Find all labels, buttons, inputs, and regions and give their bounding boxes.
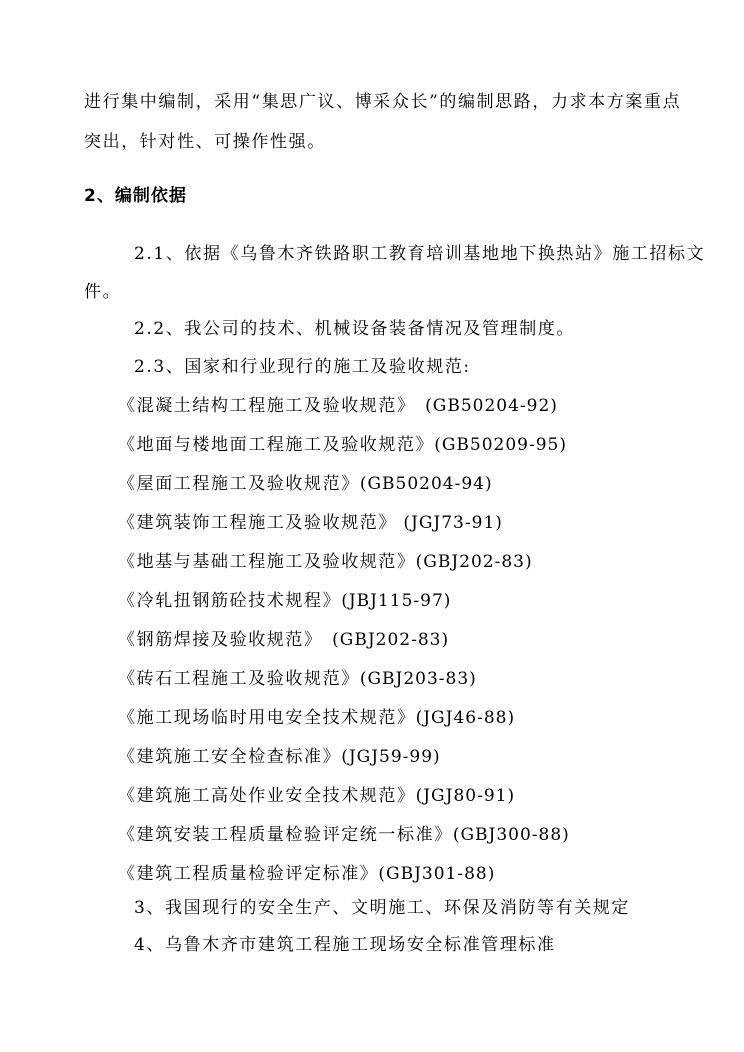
- standard-title: 《冷轧扭钢筋砼技术规程》: [118, 591, 342, 611]
- standard-code: (JGJ73-91): [397, 513, 503, 533]
- standard-title: 《建筑施工安全检查标准》: [118, 747, 342, 767]
- standard-code: (JGJ80-91): [415, 786, 516, 806]
- standard-item: [118, 552, 533, 572]
- standard-title: 《建筑安装工程质量检验评定统一标准》: [118, 825, 453, 845]
- standard-code: (JBJ115-97): [341, 591, 452, 611]
- standard-code: (GBJ202-83): [415, 552, 533, 572]
- standard-code: (GBJ202-83): [314, 630, 450, 650]
- standard-title: 《地面与楼地面工程施工及验收规范》: [118, 435, 435, 455]
- standard-code: (GB50204-92): [407, 396, 558, 416]
- standard-title: 《地基与基础工程施工及验收规范》: [118, 552, 416, 572]
- section-heading: 2、编制依据: [84, 186, 187, 206]
- standard-title: 《砖石工程施工及验收规范》: [118, 669, 360, 689]
- standard-code: (GB50204-94): [359, 474, 493, 494]
- standard-code: (GBJ300-88): [452, 825, 570, 845]
- item-4: 4、乌鲁木齐市建筑工程施工现场安全标准管理标准: [134, 935, 556, 955]
- standard-title: 《建筑工程质量检验评定标准》: [118, 864, 379, 884]
- standard-code: (GBJ203-83): [359, 669, 477, 689]
- standard-item: [118, 864, 495, 884]
- standard-item: [118, 825, 570, 845]
- item-2-2: 2.2、我公司的技术、机械设备装备情况及管理制度。: [134, 319, 576, 339]
- item-2-1-line-1: 2.1、依据《乌鲁木齐铁路职工教育培训基地地下换热站》施工招标文: [134, 244, 706, 264]
- intro-paragraph-line-2: 突出，针对性、可操作性强。: [84, 132, 326, 152]
- intro-paragraph-line-1: 进行集中编制，采用“集思广议、博采众长”的编制思路，力求本方案重点: [84, 92, 682, 112]
- item-2-3: 2.3、国家和行业现行的施工及验收规范:: [134, 357, 471, 377]
- standard-title: 《屋面工程施工及验收规范》: [118, 474, 360, 494]
- standard-item: [118, 747, 441, 767]
- standard-title: 《混凝土结构工程施工及验收规范》: [118, 396, 408, 416]
- standard-item: [118, 435, 567, 455]
- item-3: 3、我国现行的安全生产、文明施工、环保及消防等有关规定: [134, 898, 631, 918]
- standard-title: 《施工现场临时用电安全技术规范》: [118, 708, 416, 728]
- standard-code: (GBJ301-88): [378, 864, 496, 884]
- standard-item: [118, 396, 558, 416]
- standard-item: [118, 630, 449, 650]
- standard-item: [118, 669, 477, 689]
- standard-code: (GB50209-95): [434, 435, 567, 455]
- standard-item: [118, 786, 515, 806]
- standard-title: 《钢筋焊接及验收规范》: [118, 630, 315, 650]
- standard-code: (JGJ46-88): [415, 708, 516, 728]
- standard-item: [118, 474, 493, 494]
- standard-title: 《建筑施工高处作业安全技术规范》: [118, 786, 416, 806]
- standard-code: (JGJ59-99): [341, 747, 441, 767]
- standard-item: [118, 513, 503, 533]
- item-2-1-line-2: 件。: [84, 282, 122, 302]
- standard-item: [118, 591, 451, 611]
- standard-item: [118, 708, 515, 728]
- standard-title: 《建筑装饰工程施工及验收规范》: [118, 513, 397, 533]
